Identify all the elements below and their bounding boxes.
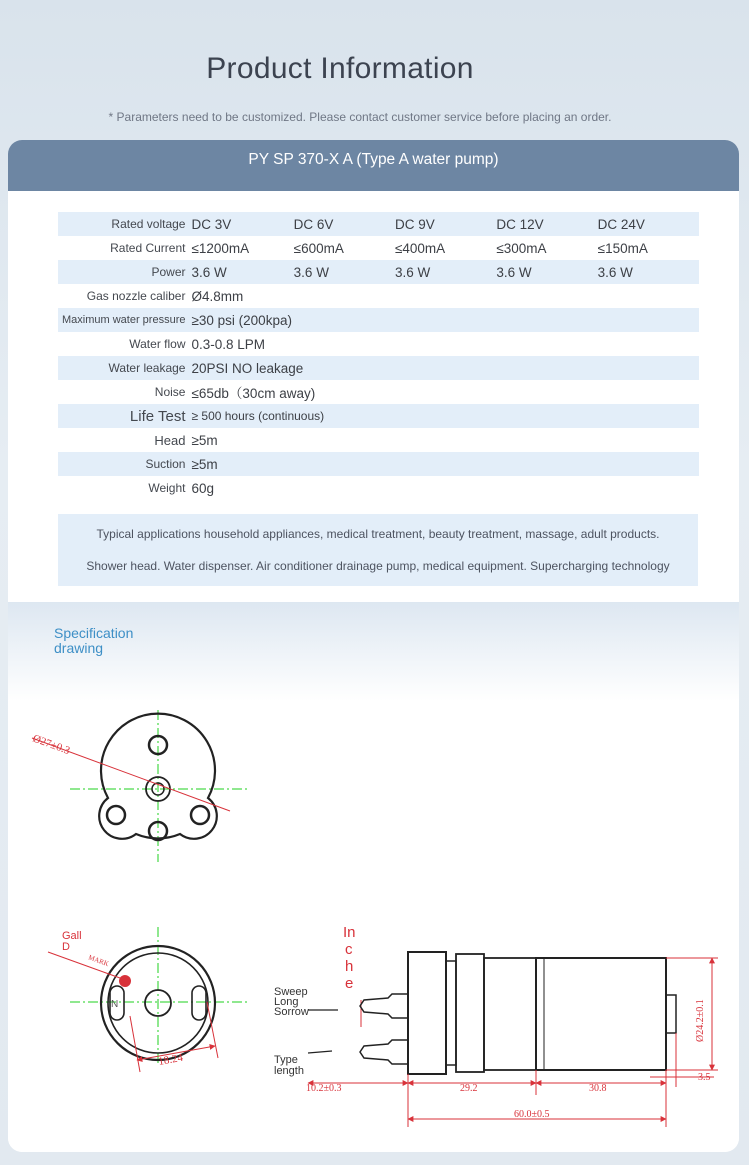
type-label-1: Type (274, 1054, 298, 1066)
diameter-label: Ø27±0.3 (30, 732, 72, 758)
spec-value: Ø4.8mm (191, 288, 244, 304)
product-name-header: PY SP 370-X A (Type A water pump) (8, 140, 739, 191)
sweep-label-3: Sorrow (274, 1006, 309, 1018)
dim-30-label: 30.8 (589, 1083, 607, 1094)
drawing-section (8, 602, 739, 1152)
product-card (8, 140, 739, 1152)
table-row (58, 308, 699, 332)
type-arrow (308, 1051, 332, 1053)
end-view-top (31, 710, 250, 862)
drawing-title-line-2: drawing (54, 640, 104, 656)
dim-10-label: 10.2±0.3 (306, 1083, 342, 1094)
pump-body (456, 954, 484, 1072)
spec-value: ≤300mA (496, 240, 547, 256)
applications-line-2: Shower head. Water dispenser. Air conditioner drainage pump, medical equipment. Supercharging technology (86, 559, 670, 573)
table-row (58, 452, 699, 476)
spec-value: DC 3V (191, 212, 293, 236)
spec-label: Gas nozzle caliber (86, 289, 186, 303)
spec-value: ≥30 psi (200kpa) (191, 308, 699, 332)
applications-box (58, 514, 698, 586)
screw-hole-left (107, 806, 125, 824)
nozzle-top (360, 994, 408, 1018)
table-row (58, 404, 699, 428)
spec-label: Water flow (129, 337, 186, 351)
inche-letter: h (345, 958, 354, 975)
gearbox (484, 958, 536, 1070)
spec-value: 20PSI NO leakage (191, 356, 699, 380)
terminal-slot-right (192, 986, 206, 1020)
mark-leader (48, 952, 120, 978)
gall-label-2: D (62, 941, 70, 953)
spec-label: Water leakage (58, 356, 191, 380)
spec-value: 3.6 W (598, 260, 699, 284)
spec-label: Head (154, 432, 186, 448)
dim-29-label: 29.2 (460, 1083, 478, 1094)
gall-label-1: Gall (62, 930, 82, 942)
spec-value: ≤1200mA (191, 240, 250, 256)
spec-value: ≥5m (191, 432, 218, 448)
polarity-mark-dot (119, 975, 131, 987)
spec-value: 3.6 W (395, 260, 496, 284)
dim-60-label: 60.0±0.5 (514, 1109, 550, 1120)
spec-label: Life Test (58, 404, 191, 428)
dim-35-label: 3.5 (698, 1072, 711, 1083)
spec-value: 0.3-0.8 LPM (191, 336, 266, 352)
spec-value: DC 6V (294, 212, 395, 236)
motor-can (536, 958, 666, 1070)
inche-letter: In (343, 924, 356, 941)
table-row (58, 476, 699, 500)
type-label-2: length (274, 1065, 304, 1077)
sweep-label-1: Sweep (274, 986, 308, 998)
end-view-bottom (48, 927, 250, 1072)
spec-value: ≤150mA (597, 240, 648, 256)
spec-value: 3.6 W (191, 260, 293, 284)
table-row (58, 356, 699, 380)
side-view (274, 924, 718, 1127)
spec-label: Maximum water pressure (58, 308, 191, 332)
spec-table (58, 212, 699, 500)
table-row (58, 236, 699, 260)
mark-label: MARK (87, 953, 110, 969)
spec-value: 3.6 W (496, 260, 597, 284)
customization-note: * Parameters need to be customized. Please contact customer service before placing an order. (108, 110, 612, 124)
spec-value: ≥ 500 hours (continuous) (191, 404, 699, 428)
motor-terminals (666, 995, 676, 1033)
table-row (58, 212, 699, 236)
spec-label: Suction (58, 452, 191, 476)
spec-value: ≤400mA (395, 240, 446, 256)
inche-letter: e (345, 975, 354, 992)
inche-letter: c (345, 941, 353, 958)
screw-hole-right (191, 806, 209, 824)
table-row (58, 380, 699, 404)
sweep-label-2: Long (274, 996, 299, 1008)
spec-value: DC 9V (395, 212, 496, 236)
applications-line-1: Typical applications household appliances, medical treatment, beauty treatment, massage, adult products. (96, 527, 660, 541)
table-row (58, 428, 699, 452)
spec-value: 60g (191, 480, 215, 496)
spec-value: ≥5m (191, 452, 699, 476)
table-row (58, 260, 699, 284)
drawing-title-line-1: Specification (54, 625, 134, 641)
spec-value: ≤600mA (293, 240, 344, 256)
spec-label: Power (58, 260, 191, 284)
pump-head (408, 952, 446, 1074)
page-title: Product Information (206, 52, 474, 85)
spec-value: DC 12V (496, 212, 597, 236)
nozzle-bottom (360, 1040, 408, 1064)
spec-value: 3.6 W (294, 260, 395, 284)
spec-value: ≤65db（30cm away) (191, 386, 316, 401)
spec-label: Rated voltage (58, 212, 191, 236)
specification-drawing (8, 602, 739, 1152)
spec-value: DC 24V (598, 212, 699, 236)
table-row (58, 332, 699, 356)
n-label: N (111, 999, 119, 1010)
dim-18-label: 18.24 (157, 1051, 184, 1068)
spec-label: Weight (148, 481, 186, 495)
pump-flange (446, 961, 456, 1065)
dim-18-ext-left (130, 1016, 140, 1072)
spec-label: Rated Current (110, 241, 186, 255)
spec-label: Noise (154, 385, 186, 399)
table-row (58, 284, 699, 308)
dim-24-label: Ø24.2±0.1 (695, 999, 706, 1042)
